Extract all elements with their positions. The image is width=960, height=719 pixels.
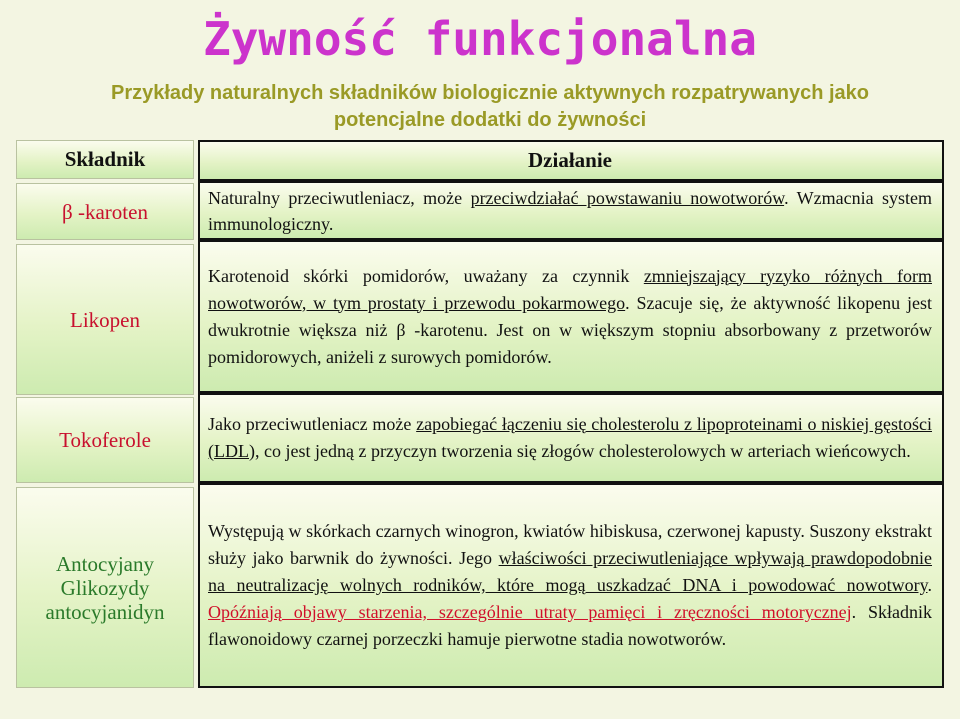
header-action-cell <box>198 140 944 181</box>
ingredient-description <box>208 185 932 237</box>
description-segment: Występują w skórkach czarnych winogron, kwiatów hibiskusa, czerwonej kapusty. Suszony ekstrakt służy jako barwnik do żywności. Jego <box>208 521 932 568</box>
page-subtitle: Przykłady naturalnych składników biologicznie aktywnych rozpatrywanych jako potencjalne dodatki do żywności <box>110 82 869 131</box>
ingredient-description <box>208 263 932 371</box>
description-cell <box>198 483 944 688</box>
description-segment: . Składnik flawonoidowy czarnej porzeczki hamuje pierwotne stadia nowotworów. <box>208 602 932 649</box>
header-ingredient-cell <box>16 140 194 179</box>
description-segment: zapobiegać łączeniu się cholesterolu z lipoproteinami o niskiej gęstości (LDL), <box>208 414 932 461</box>
ingredient-name: Antocyjany <box>56 551 154 576</box>
ingredient-name: Tokoferole <box>59 428 151 452</box>
ingredient-cell <box>16 244 194 395</box>
description-segment: Jako przeciwutleniacz może <box>208 414 417 434</box>
ingredient-name: Glikozydy <box>60 575 150 600</box>
ingredient-name: β -karoten <box>62 199 148 224</box>
ingredient-cell <box>16 183 194 240</box>
description-cell <box>198 181 944 240</box>
ingredient-cell <box>16 397 194 483</box>
description-segment: . <box>927 575 932 595</box>
description-segment: zmniejszający ryzyko różnych form nowotworów, w tym prostaty i przewodu pokarmowego <box>208 265 932 313</box>
description-cell <box>198 393 944 483</box>
header-action: Działanie <box>528 148 612 172</box>
page-title: Żywność funkcjonalna <box>203 12 757 66</box>
description-segment: . Wzmacnia system immunologiczny. <box>208 187 933 234</box>
ingredient-description <box>208 411 932 465</box>
description-cell <box>198 240 944 393</box>
description-segment: Opóźniają objawy starzenia, szczególnie utraty pamięci i zręczności motorycznej <box>208 602 852 622</box>
ingredient-name: Likopen <box>70 307 140 332</box>
ingredient-name: antocyjanidyn <box>45 599 165 624</box>
description-segment: właściwości przeciwutleniające wpływają prawdopodobnie na neutralizację wolnych rodników, które mogą uszkadzać DNA i powodować nowotwory <box>208 548 933 595</box>
description-segment: co jest jedną z przyczyn tworzenia się złogów cholesterolowych w arteriach wieńcowych. <box>259 441 911 461</box>
ingredient-cell <box>16 487 194 688</box>
description-segment: Naturalny przeciwutleniacz, może <box>208 187 471 208</box>
ingredient-description <box>208 518 932 653</box>
description-segment: . Szacuje się, że aktywność likopenu jest dwukrotnie większa niż β -karotenu. Jest on w większym stopniu absorbowany z przetworów pomidorowych, aniżeli z surowych pomidorów. <box>208 292 932 367</box>
description-segment: przeciwdziałać powstawaniu nowotworów <box>470 187 785 208</box>
description-segment: Karotenoid skórki pomidorów, uważany za czynnik <box>208 265 644 286</box>
header-ingredient: Składnik <box>64 147 146 171</box>
